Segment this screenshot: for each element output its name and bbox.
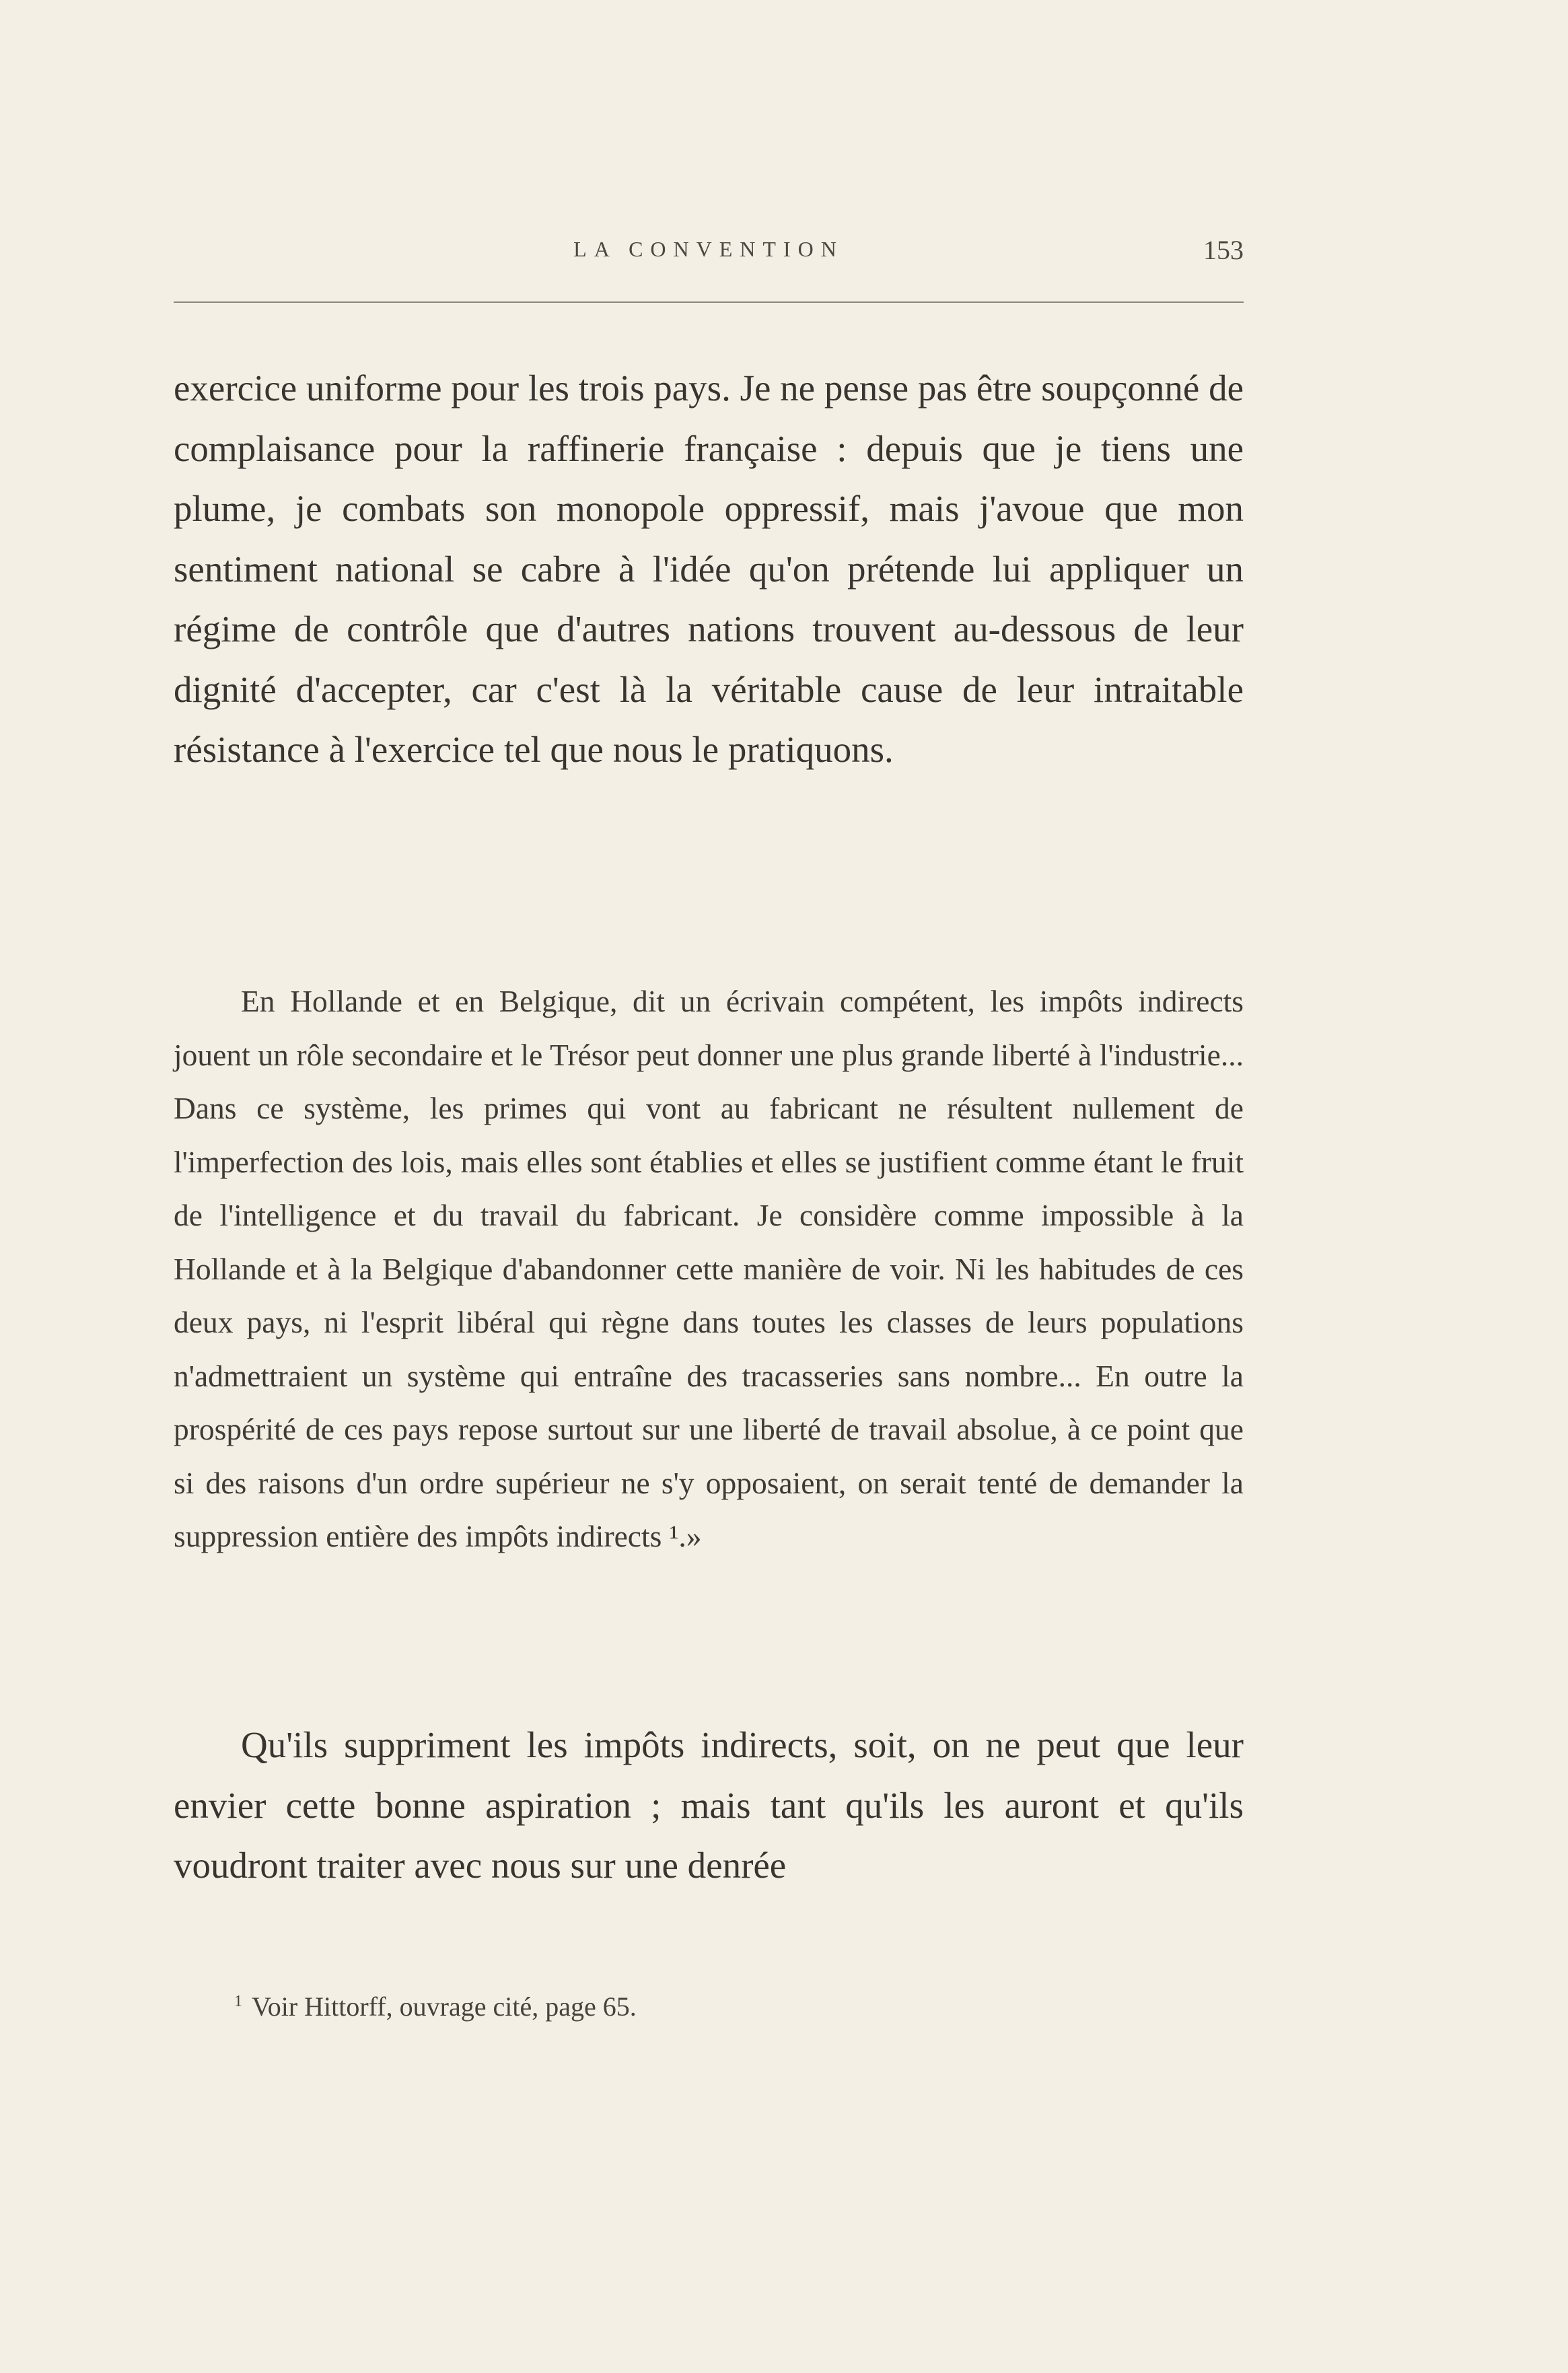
paragraph-continuation: exercice uniforme pour les trois pays. Je ne pense pas être soupçonné de complaisance pour la raffinerie française : depuis que je tiens une plume, je combats son monopole oppressif, mais j'avoue que mon sentiment national se cabre à l'idée qu'on prétende lui appliquer un régime de contrôle que d'autres nations trouvent au-dessous de leur dignité d'accepter, car c'est là la véritable cause de leur intraitable résistance à l'exercice tel que nous le pratiquons.	[174, 367, 1244, 770]
quoted-paragraph: En Hollande et en Belgique, dit un écrivain compétent, les impôts indirects jouent un rôle secondaire et le Trésor peut donner une plus grande liberté à l'industrie... Dans ce système, les primes qui vont au fabricant ne résultent nullement de l'imperfection des lois, mais elles sont établies et elles se justifient comme étant le fruit de l'intelligence et du travail du fabricant. Je considère comme impossible à la Hollande et à la Belgique d'abandonner cette manière de voir. Ni les habitudes de ces deux pays, ni l'esprit libéral qui règne dans toutes les classes de leurs populations n'admettraient un système qui entraîne des tracasseries sans nombre... En outre la prospérité de ces pays repose surtout sur une liberté de travail absolue, à ce point que si des raisons d'un ordre supérieur ne s'y opposaient, on serait tenté de demander la suppression entière des impôts indirects ¹.»	[174, 984, 1244, 1553]
header-rule	[174, 302, 1244, 303]
paragraph-closing: Qu'ils suppriment les impôts indirects, soit, on ne peut que leur envier cette bonne aspiration ; mais tant qu'ils les auront et qu'ils voudront traiter avec nous sur une denrée	[174, 1724, 1244, 1886]
page-number: 153	[1203, 235, 1244, 265]
page-header	[174, 237, 1244, 275]
footnote-marker: 1	[234, 1993, 242, 2010]
running-head: LA CONVENTION	[573, 237, 844, 261]
footnote-text: Voir Hittorff, ouvrage cité, page 65.	[252, 1991, 637, 2022]
footnote	[234, 1991, 637, 2022]
